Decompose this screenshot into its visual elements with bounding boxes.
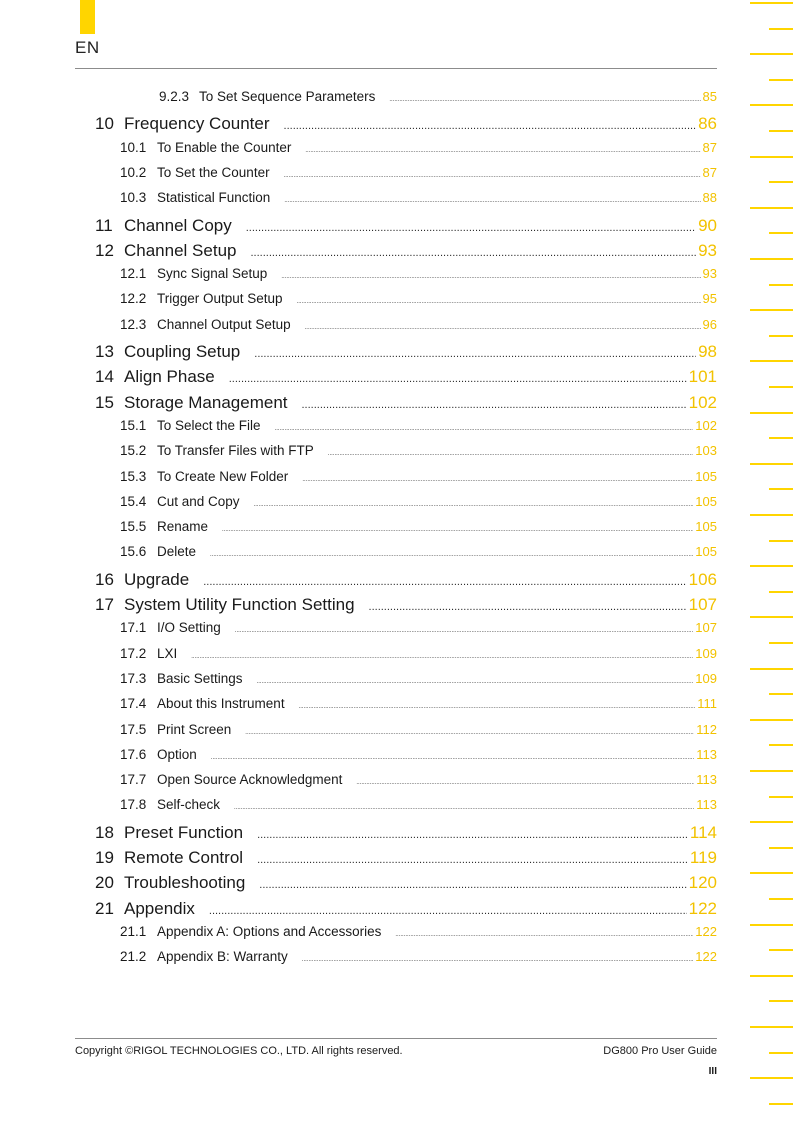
toc-entry-title: Channel Copy: [124, 215, 232, 235]
toc-entry-number: 12.2: [120, 291, 147, 307]
toc-entry-title: Channel Output Setup: [157, 316, 291, 332]
ruler-tick: [769, 79, 793, 81]
ruler-tick: [750, 514, 793, 516]
ruler-tick: [750, 258, 793, 260]
toc-entry-number: 17.7: [120, 772, 147, 788]
toc-entry-page: 88: [702, 190, 717, 206]
ruler-tick: [750, 821, 793, 823]
toc-entry[interactable]: [95, 848, 717, 868]
toc-entry[interactable]: [120, 544, 717, 559]
toc-leader-dots: [250, 247, 696, 259]
toc-entry-number: 20: [95, 873, 114, 893]
toc-entry-title: Upgrade: [124, 569, 190, 589]
toc-entry[interactable]: [95, 899, 717, 919]
toc-entry-page: 109: [695, 645, 717, 661]
ruler-tick: [750, 770, 793, 772]
ruler-tick: [750, 207, 793, 209]
ruler-tick: [750, 2, 793, 4]
toc-entry-number: 12: [95, 240, 114, 260]
toc-entry-title: Open Source Acknowledgment: [157, 772, 343, 788]
toc-entry-number: 10.2: [120, 164, 147, 180]
ruler-tick: [769, 488, 793, 490]
ruler-tick: [750, 975, 793, 977]
toc-leader-dots: [305, 325, 701, 331]
ruler-tick: [769, 284, 793, 286]
toc-leader-dots: [209, 905, 687, 917]
toc-entry-number: 16: [95, 569, 114, 589]
toc-entry-title: About this Instrument: [157, 696, 285, 712]
ruler-tick: [769, 181, 793, 183]
toc-entry[interactable]: [95, 216, 717, 236]
toc-entry-number: 15: [95, 392, 114, 412]
toc-entry-number: 19: [95, 848, 114, 867]
toc-leader-dots: [234, 805, 694, 811]
toc-leader-dots: [257, 829, 688, 841]
toc-entry-page: 98: [698, 342, 717, 361]
toc-entry[interactable]: [120, 291, 717, 306]
toc-entry-title: Delete: [157, 544, 197, 560]
toc-entry[interactable]: [95, 114, 717, 134]
page-number: III: [708, 1066, 717, 1077]
ruler-tick: [769, 693, 793, 695]
toc-entry[interactable]: [120, 469, 717, 484]
toc-entry-title: Align Phase: [124, 367, 215, 387]
footer-divider: [75, 1038, 717, 1039]
toc-leader-dots: [203, 576, 686, 588]
toc-entry-number: 11: [95, 215, 113, 235]
toc-entry-number: 10.1: [120, 139, 147, 155]
toc-entry[interactable]: [120, 747, 717, 762]
toc-entry-page: 113: [696, 772, 717, 788]
toc-entry[interactable]: [120, 924, 717, 939]
toc-entry-number: 17.1: [120, 620, 147, 636]
toc-leader-dots: [259, 879, 686, 891]
toc-entry-number: 15.2: [120, 443, 147, 459]
ruler-tick: [750, 924, 793, 926]
toc-entry-title: To Select the File: [157, 417, 261, 433]
toc-entry-title: Preset Function: [124, 822, 244, 842]
ruler-tick: [769, 796, 793, 798]
ruler-tick: [769, 540, 793, 542]
toc-entry-number: 17: [95, 595, 114, 614]
ruler-tick: [769, 744, 793, 746]
toc-entry-title: Appendix A: Options and Accessories: [157, 923, 382, 939]
toc-entry-title: Option: [157, 746, 197, 762]
toc-entry-page: 112: [696, 721, 717, 737]
toc-entry-page: 96: [702, 316, 717, 332]
toc-leader-dots: [275, 426, 694, 432]
toc-entry-title: LXI: [157, 645, 178, 661]
toc-entry[interactable]: [120, 190, 717, 205]
toc-entry-title: System Utility Function Setting: [124, 595, 355, 614]
chapter-tab-marker: [80, 0, 95, 34]
toc-entry[interactable]: [120, 797, 717, 812]
toc-entry-page: 93: [702, 266, 717, 282]
toc-entry-page: 90: [698, 215, 717, 235]
toc-entry-page: 85: [702, 89, 717, 104]
toc-entry-number: 13: [95, 342, 114, 361]
toc-leader-dots: [246, 222, 696, 234]
toc-entry[interactable]: [120, 620, 717, 635]
toc-entry[interactable]: [120, 443, 717, 458]
toc-entry-number: 21.2: [120, 949, 147, 965]
toc-entry-title: Statistical Function: [157, 190, 271, 206]
toc-entry-title: To Set Sequence Parameters: [199, 89, 376, 104]
copyright-text: Copyright ©RIGOL TECHNOLOGIES CO., LTD. All rights reserved.: [75, 1045, 403, 1057]
toc-entry[interactable]: [95, 342, 717, 362]
toc-entry-number: 10.3: [120, 190, 147, 206]
toc-leader-dots: [254, 502, 694, 508]
toc-entry[interactable]: [120, 696, 717, 711]
toc-entry-page: 122: [695, 949, 717, 965]
toc-leader-dots: [222, 527, 693, 533]
toc-entry-title: Storage Management: [124, 392, 288, 412]
ruler-tick: [769, 1103, 793, 1105]
ruler-tick: [750, 1026, 793, 1028]
toc-entry-page: 105: [695, 544, 717, 560]
header-divider: [75, 68, 717, 69]
toc-entry[interactable]: [95, 823, 717, 843]
toc-entry-page: 113: [696, 797, 717, 813]
toc-entry[interactable]: [95, 570, 717, 590]
toc-entry-title: Coupling Setup: [124, 342, 241, 361]
toc-entry-page: 113: [696, 746, 717, 762]
toc-entry-title: Appendix: [124, 898, 195, 918]
toc-leader-dots: [395, 932, 693, 938]
ruler-tick: [769, 130, 793, 132]
toc-leader-dots: [284, 198, 700, 204]
toc-leader-dots: [281, 274, 700, 280]
toc-entry-title: Print Screen: [157, 721, 232, 737]
toc-entry-title: Appendix B: Warranty: [157, 949, 288, 965]
toc-entry-number: 17.3: [120, 670, 147, 686]
toc-entry-page: 105: [695, 493, 717, 509]
ruler-tick: [769, 847, 793, 849]
toc-entry[interactable]: [159, 89, 717, 104]
ruler-tick: [750, 872, 793, 874]
toc-leader-dots: [254, 348, 696, 360]
toc-entry[interactable]: [120, 646, 717, 661]
toc-leader-dots: [284, 120, 697, 132]
toc-entry[interactable]: [95, 367, 717, 387]
ruler-tick: [769, 28, 793, 30]
toc-entry-page: 106: [688, 569, 717, 589]
toc-entry-number: 15.5: [120, 519, 147, 535]
toc-entry-number: 21: [95, 898, 114, 918]
toc-entry-number: 10: [95, 114, 114, 134]
ruler-tick: [750, 668, 793, 670]
toc-entry[interactable]: [120, 671, 717, 686]
toc-entry-number: 17.2: [120, 645, 147, 661]
toc-entry[interactable]: [120, 266, 717, 281]
toc-entry-number: 17.4: [120, 696, 147, 712]
toc-entry-title: I/O Setting: [157, 620, 221, 636]
toc-entry[interactable]: [120, 165, 717, 180]
toc-entry-title: Self-check: [157, 797, 221, 813]
toc-entry[interactable]: [95, 595, 717, 615]
toc-entry-number: 12.1: [120, 266, 147, 282]
toc-leader-dots: [191, 654, 693, 660]
toc-entry[interactable]: [95, 873, 717, 893]
toc-entry-number: 12.3: [120, 316, 147, 332]
toc-entry-number: 15.4: [120, 493, 147, 509]
toc-entry-page: 87: [702, 164, 717, 180]
toc-leader-dots: [297, 299, 701, 305]
toc-leader-dots: [302, 477, 693, 483]
toc-entry-page: 103: [695, 443, 717, 459]
ruler-tick: [769, 232, 793, 234]
toc-leader-dots: [302, 957, 693, 963]
language-label: EN: [75, 38, 100, 57]
toc-leader-dots: [328, 451, 694, 457]
toc-leader-dots: [235, 628, 694, 634]
toc-entry-number: 14: [95, 367, 114, 387]
ruler-tick: [769, 437, 793, 439]
toc-entry-page: 107: [688, 595, 717, 614]
toc-entry-title: Basic Settings: [157, 670, 243, 686]
toc-entry-number: 17.8: [120, 797, 147, 813]
guide-title: DG800 Pro User Guide: [603, 1045, 717, 1057]
toc-entry-number: 17.5: [120, 721, 147, 737]
ruler-tick: [750, 463, 793, 465]
toc-entry-number: 15.6: [120, 544, 147, 560]
toc-leader-dots: [211, 755, 694, 761]
ruler-tick: [769, 386, 793, 388]
toc-leader-dots: [302, 399, 687, 411]
toc-leader-dots: [210, 552, 693, 558]
toc-entry-page: 105: [695, 519, 717, 535]
toc-entry-page: 105: [695, 468, 717, 484]
toc-entry-number: 15.1: [120, 417, 147, 433]
toc-entry-title: To Transfer Files with FTP: [157, 443, 314, 459]
toc-entry-page: 114: [689, 822, 717, 842]
toc-entry[interactable]: [120, 949, 717, 964]
toc-entry-page: 111: [697, 696, 717, 712]
toc-entry-title: To Set the Counter: [157, 164, 270, 180]
toc-entry-title: Frequency Counter: [124, 114, 270, 134]
toc-entry[interactable]: [95, 393, 717, 413]
ruler-tick: [750, 309, 793, 311]
toc-entry[interactable]: [95, 241, 717, 261]
toc-entry-title: Remote Control: [124, 848, 244, 867]
toc-entry-title: To Enable the Counter: [157, 139, 292, 155]
toc-entry-page: 120: [688, 873, 717, 893]
ruler-tick: [750, 360, 793, 362]
toc-entry-page: 102: [695, 417, 717, 433]
toc-entry-page: 86: [698, 114, 717, 134]
toc-leader-dots: [369, 601, 687, 613]
ruler-tick: [750, 156, 793, 158]
ruler-tick: [750, 1077, 793, 1079]
toc-entry[interactable]: [120, 494, 717, 509]
ruler-tick: [750, 565, 793, 567]
toc-entry-title: Sync Signal Setup: [157, 266, 268, 282]
toc-entry-number: 9.2.3: [159, 89, 190, 104]
toc-entry-title: Channel Setup: [124, 240, 237, 260]
ruler-tick: [750, 412, 793, 414]
toc-leader-dots: [284, 173, 701, 179]
ruler-tick: [750, 53, 793, 55]
toc-entry-number: 18: [95, 822, 114, 842]
toc-entry-title: Trigger Output Setup: [157, 291, 283, 307]
toc-entry-page: 95: [702, 291, 717, 307]
ruler-tick: [769, 642, 793, 644]
toc-entry-page: 87: [702, 139, 717, 155]
toc-entry-page: 93: [698, 240, 717, 260]
toc-entry-title: To Create New Folder: [157, 468, 289, 484]
toc-entry[interactable]: [120, 317, 717, 332]
toc-leader-dots: [257, 679, 694, 685]
toc-leader-dots: [356, 780, 694, 786]
toc-leader-dots: [389, 97, 700, 103]
toc-entry-page: 101: [688, 367, 717, 387]
ruler-tick: [769, 898, 793, 900]
ruler-tick: [769, 591, 793, 593]
side-ruler-decoration: [750, 0, 793, 1122]
ruler-tick: [750, 719, 793, 721]
toc-entry-number: 15.3: [120, 468, 147, 484]
toc-leader-dots: [245, 730, 694, 736]
ruler-tick: [769, 1052, 793, 1054]
toc-entry-number: 17.6: [120, 746, 147, 762]
ruler-tick: [769, 949, 793, 951]
toc-entry[interactable]: [120, 722, 717, 737]
toc-entry-page: 107: [695, 620, 717, 636]
toc-leader-dots: [305, 148, 700, 154]
ruler-tick: [769, 335, 793, 337]
toc-entry-page: 122: [695, 923, 717, 939]
ruler-tick: [769, 1000, 793, 1002]
toc-leader-dots: [299, 704, 696, 710]
toc-entry-page: 122: [688, 898, 717, 918]
toc-entry-number: 21.1: [120, 923, 147, 939]
ruler-tick: [750, 104, 793, 106]
toc-leader-dots: [229, 373, 687, 385]
toc-entry[interactable]: [120, 519, 717, 534]
toc-entry[interactable]: [120, 772, 717, 787]
toc-entry[interactable]: [120, 140, 717, 155]
toc-entry-title: Cut and Copy: [157, 493, 240, 509]
toc-entry-page: 119: [689, 848, 717, 867]
toc-entry-title: Rename: [157, 519, 209, 535]
toc-entry-page: 102: [688, 392, 717, 412]
ruler-tick: [750, 616, 793, 618]
toc-entry[interactable]: [120, 418, 717, 433]
toc-entry-title: Troubleshooting: [124, 873, 246, 893]
toc-leader-dots: [257, 854, 688, 866]
toc-entry-page: 109: [695, 670, 717, 686]
